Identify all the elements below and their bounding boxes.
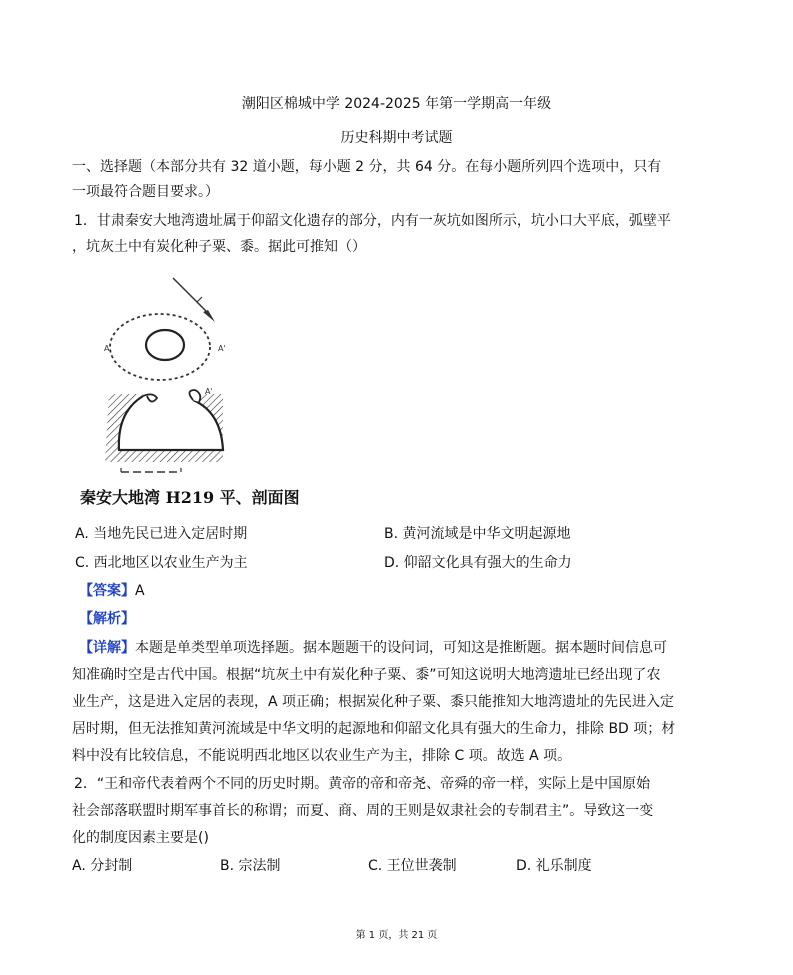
page-footer: 第 1 页，共 21 页 [355, 930, 438, 941]
section-intro-line-1: 一、选择题（本部分共有 32 道小题，每小题 2 分，共 64 分。在每小题所列四个选项中，只有 [72, 159, 662, 175]
q1-answer [79, 581, 145, 601]
north-arrow-line [173, 278, 209, 314]
q1-figure-pit-diagram [95, 272, 335, 512]
q2-option-d: D. 礼乐制度 [516, 858, 592, 874]
q2-option-a: A. 分封制 [72, 858, 133, 874]
section-marker-right: A' [218, 344, 226, 353]
page-subtitle: 历史科期中考试题 [340, 130, 453, 146]
q1-option-a: A. 当地先民已进入定居时期 [75, 526, 248, 542]
q2-stem-line-3: 化的制度因素主要是() [72, 830, 209, 846]
pit-mouth-outline [146, 330, 184, 360]
north-arrow-head [203, 310, 215, 322]
pit-plan-section-drawing [95, 272, 335, 512]
q1-detail-line-2: 知准确时空是古代中国。根据“坑灰土中有炭化种子粟、黍”可知这说明大地湾遗址已经出现了农 [72, 667, 661, 683]
q1-detail-line-4: 居时期，但无法推知黄河流域是中华文明的起源地和仰韶文化具有强大的生命力，排除 BD 项；材 [72, 721, 676, 737]
q1-stem-line-2: ，坑灰土中有炭化种子粟、黍。据此可推知（） [72, 239, 366, 255]
page-title: 潮阳区棉城中学 2024-2025 年第一学期高一年级 [241, 96, 552, 112]
q2-stem-line-2: 社会部落联盟时期军事首长的称谓；而夏、商、周的王则是奴隶社会的专制君主”。导致这一变 [72, 803, 654, 819]
q1-stem-line-1: 1．甘肃秦安大地湾遗址属于仰韶文化遗存的部分，内有一灰坑如图所示，坑小口大平底，弧壁平 [74, 213, 671, 229]
q1-figure-caption: 秦安大地湾 H219 平、剖面图 [80, 488, 300, 507]
detail-text-1: 本题是单类型单项选择题。据本题题干的设问词，可知这是推断题。据本题时间信息可 [135, 640, 667, 656]
detail-label: 【详解】 [79, 640, 135, 656]
q2-option-b: B. 宗法制 [220, 858, 281, 874]
section-marker-left: A [104, 344, 110, 353]
q1-detail-line-5: 料中没有比较信息，不能说明西北地区以农业生产为主，排除 C 项。故选 A 项。 [72, 748, 572, 764]
q1-detail-line-3: 业生产，这是进入定居的表现，A 项正确；根据炭化种子粟、黍只能推知大地湾遗址的先民进入定 [72, 694, 675, 710]
q1-option-c: C. 西北地区以农业生产为主 [75, 555, 248, 571]
q1-analysis-heading [79, 609, 135, 629]
q2-stem-line-1: 2．“王和帝代表着两个不同的历史时期。黄帝的帝和帝尧、帝舜的帝一样，实际上是中国原始 [74, 776, 651, 792]
q1-option-d: D. 仰韶文化具有强大的生命力 [384, 555, 572, 571]
north-arrow-tick [197, 297, 202, 302]
answer-value: A [135, 583, 145, 599]
analysis-label: 【解析】 [79, 611, 135, 627]
section-intro-line-2: 一项最符合题目要求。） [72, 184, 219, 200]
answer-label: 【答案】 [79, 583, 135, 599]
section-marker-right-b: A' [205, 387, 213, 396]
q1-detail-line-1 [79, 638, 667, 658]
pit-outer-outline [110, 314, 210, 380]
q1-option-b: B. 黄河流域是中华文明起源地 [384, 526, 571, 542]
q2-option-c: C. 王位世袭制 [368, 858, 457, 874]
